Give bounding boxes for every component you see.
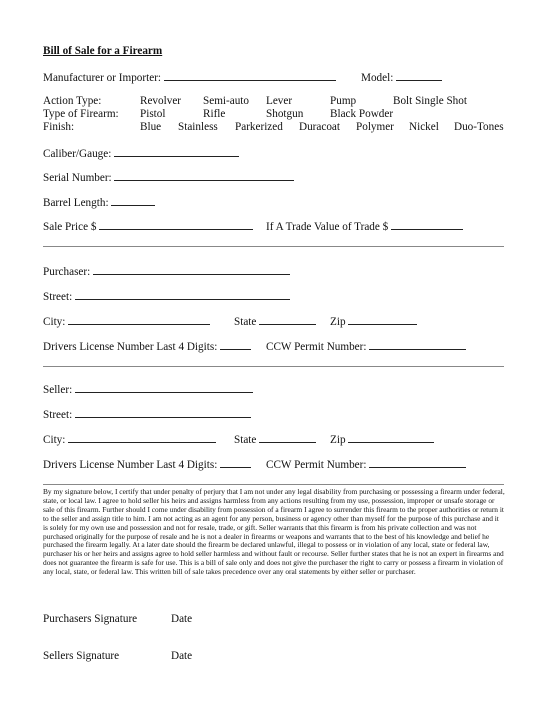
seller-state-row: [234, 432, 316, 447]
seller-street-label: Street:: [43, 409, 73, 421]
seller-street-field[interactable]: [75, 407, 251, 418]
finish-option-polymer[interactable]: Polymer: [356, 121, 394, 133]
purchaser-dl-field[interactable]: [220, 339, 251, 350]
purchaser-signature-label: Purchasers Signature: [43, 613, 138, 625]
barrel-label: Barrel Length:: [43, 197, 109, 209]
seller-dl-field[interactable]: [220, 457, 251, 468]
finish-label: Finish:: [43, 121, 75, 133]
finish-option-blue[interactable]: Blue: [140, 121, 162, 133]
finish-option-parkerized[interactable]: Parkerized: [235, 121, 283, 133]
trade-row: [266, 219, 463, 234]
page-title: Bill of Sale for a Firearm: [43, 45, 163, 57]
model-label: Model:: [361, 72, 394, 84]
purchaser-street-label: Street:: [43, 291, 73, 303]
seller-ccw-field[interactable]: [369, 457, 466, 468]
action-option-lever[interactable]: Lever: [266, 95, 293, 107]
model-field[interactable]: [396, 70, 442, 81]
seller-city-field[interactable]: [68, 432, 216, 443]
action-type-label: Action Type:: [43, 95, 102, 107]
purchaser-name-field[interactable]: [93, 264, 290, 275]
action-option-bolt-single-shot[interactable]: Bolt Single Shot: [393, 95, 467, 107]
seller-state-label: State: [234, 434, 257, 446]
sale-price-label: Sale Price $: [43, 221, 97, 233]
serial-field[interactable]: [114, 170, 294, 181]
firearm-option-rifle[interactable]: Rifle: [203, 108, 226, 120]
firearm-option-black-powder[interactable]: Black Powder: [330, 108, 394, 120]
purchaser-zip-label: Zip: [330, 316, 346, 328]
seller-city-row: [43, 432, 216, 447]
seller-dl-label: Drivers License Number Last 4 Digits:: [43, 459, 218, 471]
purchaser-state-field[interactable]: [259, 314, 316, 325]
firearm-option-pistol[interactable]: Pistol: [140, 108, 166, 120]
barrel-field[interactable]: [111, 195, 155, 206]
seller-zip-label: Zip: [330, 434, 346, 446]
caliber-field[interactable]: [114, 146, 239, 157]
divider: [43, 484, 504, 485]
firearm-option-shotgun[interactable]: Shotgun: [266, 108, 304, 120]
finish-option-stainless[interactable]: Stainless: [178, 121, 218, 133]
purchaser-signature-date-label: Date: [171, 613, 193, 625]
firearm-type-label: Type of Firearm:: [43, 108, 119, 120]
sale-price-row: [43, 219, 253, 234]
seller-zip-row: [330, 432, 434, 447]
manufacturer-row: [43, 70, 336, 85]
purchaser-zip-field[interactable]: [348, 314, 417, 325]
action-option-revolver[interactable]: Revolver: [140, 95, 182, 107]
purchaser-label: Purchaser:: [43, 266, 91, 278]
action-option-pump[interactable]: Pump: [330, 95, 357, 107]
seller-street-row: [43, 407, 251, 422]
seller-ccw-label: CCW Permit Number:: [266, 459, 367, 471]
finish-option-nickel[interactable]: Nickel: [409, 121, 439, 133]
manufacturer-label: Manufacturer or Importer:: [43, 72, 162, 84]
seller-name-field[interactable]: [75, 382, 253, 393]
legal-statement: By my signature below, I certify that under penalty of perjury that I am not under any legal disability from purchasing or possessing a firearm under federal, state, or local law. I agree to hold seller his heirs and assigns harmless from any actions resulting from my use, possession, improper or unsafe storage or sale of this firearm. Further should I come under disability from possession of a firearm I agree to surrender this firearm to the proper authorities or return it to the seller and assign title to him. I am not acting as an agent for any person, business or agency other than myself for the purpose of this purchase and it is solely for my own use and possession and not for resale, trade, or gift. Seller warrants that this firearm is from his private collection and was not purchased originally for the purpose of resale and he is not a dealer in firearms or weapons and warrants that to the best of his knowledge and belief he purchased the firearm legally. At a later date should the firearm be declared unlawful, illegal to possess or in violation of any local, state or federal law, purchaser his or her heirs and assigns agree to hold seller harmless and without fault or recourse. Seller further states that he is not an expert in firearms and does not guarantee the firearm is safe for use. This is a bill of sale only and does not give the purchaser the right to carry or possess a firearm in violation of any local, state, or federal law. This written bill of sale takes precedence over any oral statements by either seller or purchaser.: [43, 487, 505, 577]
purchaser-dl-row: [43, 339, 251, 354]
trade-field[interactable]: [391, 219, 463, 230]
purchaser-state-label: State: [234, 316, 257, 328]
purchaser-ccw-label: CCW Permit Number:: [266, 341, 367, 353]
seller-name-row: [43, 382, 253, 397]
divider: [43, 366, 504, 367]
barrel-row: [43, 195, 155, 210]
finish-option-duo-tones[interactable]: Duo-Tones: [454, 121, 504, 133]
purchaser-street-field[interactable]: [75, 289, 290, 300]
seller-dl-row: [43, 457, 251, 472]
purchaser-ccw-row: [266, 339, 466, 354]
purchaser-state-row: [234, 314, 316, 329]
purchaser-dl-label: Drivers License Number Last 4 Digits:: [43, 341, 218, 353]
trade-label: If A Trade Value of Trade $: [266, 221, 389, 233]
seller-ccw-row: [266, 457, 466, 472]
caliber-row: [43, 146, 239, 161]
sale-price-field[interactable]: [99, 219, 253, 230]
purchaser-city-label: City:: [43, 316, 66, 328]
purchaser-ccw-field[interactable]: [369, 339, 466, 350]
caliber-label: Caliber/Gauge:: [43, 148, 112, 160]
serial-row: [43, 170, 294, 185]
purchaser-name-row: [43, 264, 290, 279]
seller-signature-date-label: Date: [171, 650, 193, 662]
seller-state-field[interactable]: [259, 432, 316, 443]
purchaser-city-row: [43, 314, 210, 329]
serial-label: Serial Number:: [43, 172, 112, 184]
finish-option-duracoat[interactable]: Duracoat: [299, 121, 340, 133]
seller-label: Seller:: [43, 384, 73, 396]
seller-city-label: City:: [43, 434, 66, 446]
action-option-semi-auto[interactable]: Semi-auto: [203, 95, 249, 107]
seller-signature-label: Sellers Signature: [43, 650, 120, 662]
manufacturer-field[interactable]: [164, 70, 336, 81]
purchaser-street-row: [43, 289, 290, 304]
purchaser-zip-row: [330, 314, 417, 329]
divider: [43, 246, 504, 247]
purchaser-city-field[interactable]: [68, 314, 210, 325]
seller-zip-field[interactable]: [348, 432, 434, 443]
model-row: [361, 70, 442, 85]
